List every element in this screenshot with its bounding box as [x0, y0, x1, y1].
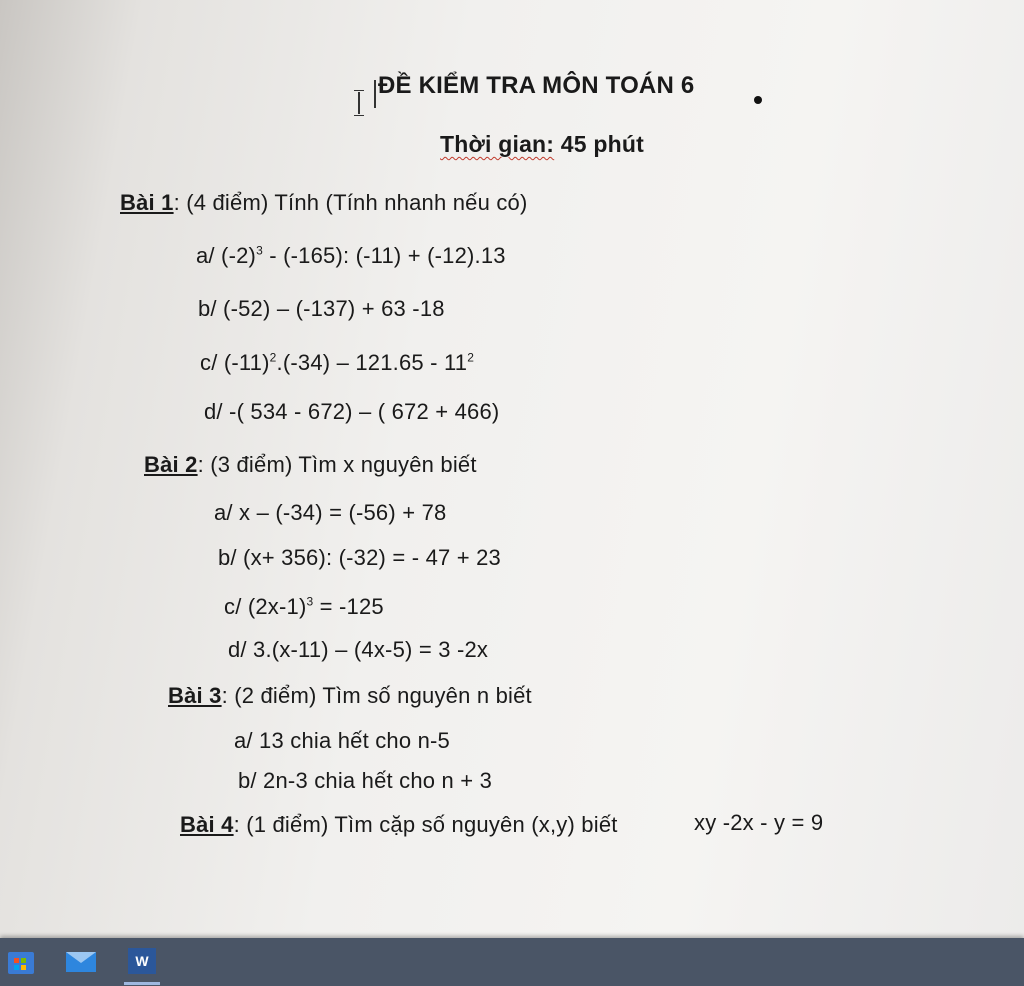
bai4-header: [180, 812, 618, 838]
bai2-c-exponent: 3: [306, 594, 314, 609]
mouse-dot: [754, 96, 762, 104]
bai1-item-d: d/ -( 534 - 672) – ( 672 + 466): [204, 399, 500, 424]
bai2-header: [144, 452, 477, 478]
word-icon[interactable]: [124, 946, 158, 978]
text-caret: [374, 80, 376, 108]
text-cursor-icon: [354, 90, 364, 116]
bai2-c-post: = -125: [313, 594, 384, 619]
bai3-item-a: a/ 13 chia hết cho n-5: [234, 728, 450, 753]
bai1-item-c: [200, 350, 474, 376]
taskbar: [0, 938, 1024, 986]
bai1-label: Bài 1: [120, 190, 174, 215]
bai3-header: [168, 683, 532, 709]
bai2-label: Bài 2: [144, 452, 198, 477]
bai2-item-c: [224, 594, 384, 620]
bai3-item-b: b/ 2n-3 chia hết cho n + 3: [238, 768, 493, 793]
bai4-equation: xy -2x - y = 9: [694, 810, 824, 835]
bai1-c-exponent: 2: [269, 350, 277, 365]
bai1-header: [120, 190, 527, 216]
bai2-c-pre: c/ (2x-1): [224, 594, 307, 619]
bai2-item-a: a/ x – (-34) = (-56) + 78: [214, 500, 447, 525]
bai1-a-exponent: 3: [256, 243, 263, 258]
envelope-shape: [66, 952, 96, 972]
bai4-label: Bài 4: [180, 812, 234, 837]
bai1-header-text: : (4 điểm) Tính (Tính nhanh nếu có): [173, 190, 528, 215]
word-letter: W: [128, 948, 156, 974]
bai1-c-pre: c/ (-11): [200, 350, 270, 375]
bai4-header-text: : (1 điểm) Tìm cặp số nguyên (x,y) biết: [233, 812, 618, 837]
active-indicator: [124, 982, 160, 985]
mail-icon[interactable]: [64, 946, 98, 978]
bai3-label: Bài 3: [168, 683, 222, 708]
bai1-item-a: [196, 243, 506, 269]
bai2-item-d: d/ 3.(x-11) – (4x-5) = 3 -2x: [228, 637, 489, 662]
store-icon[interactable]: [4, 946, 38, 978]
bai1-a-post: - (-165): (-11) + (-12).13: [262, 243, 506, 268]
bai1-item-b: b/ (-52) – (-137) + 63 -18: [198, 296, 445, 321]
bai2-item-b: b/ (x+ 356): (-32) = - 47 + 23: [218, 545, 501, 570]
time-line: [440, 131, 644, 158]
time-value: 45 phút: [560, 131, 644, 157]
exam-title: ĐỀ KIỂM TRA MÔN TOÁN 6: [378, 72, 695, 99]
bai1-c-exponent2: 2: [467, 350, 475, 365]
bai3-header-text: : (2 điểm) Tìm số nguyên n biết: [221, 683, 532, 708]
bai1-a-pre: a/ (-2): [196, 243, 257, 268]
bai1-c-mid: .(-34) – 121.65 - 11: [276, 350, 468, 375]
store-bag-shape: [8, 952, 34, 974]
bai2-header-text: : (3 điểm) Tìm x nguyên biết: [197, 452, 477, 477]
time-label: Thời gian:: [440, 131, 555, 157]
